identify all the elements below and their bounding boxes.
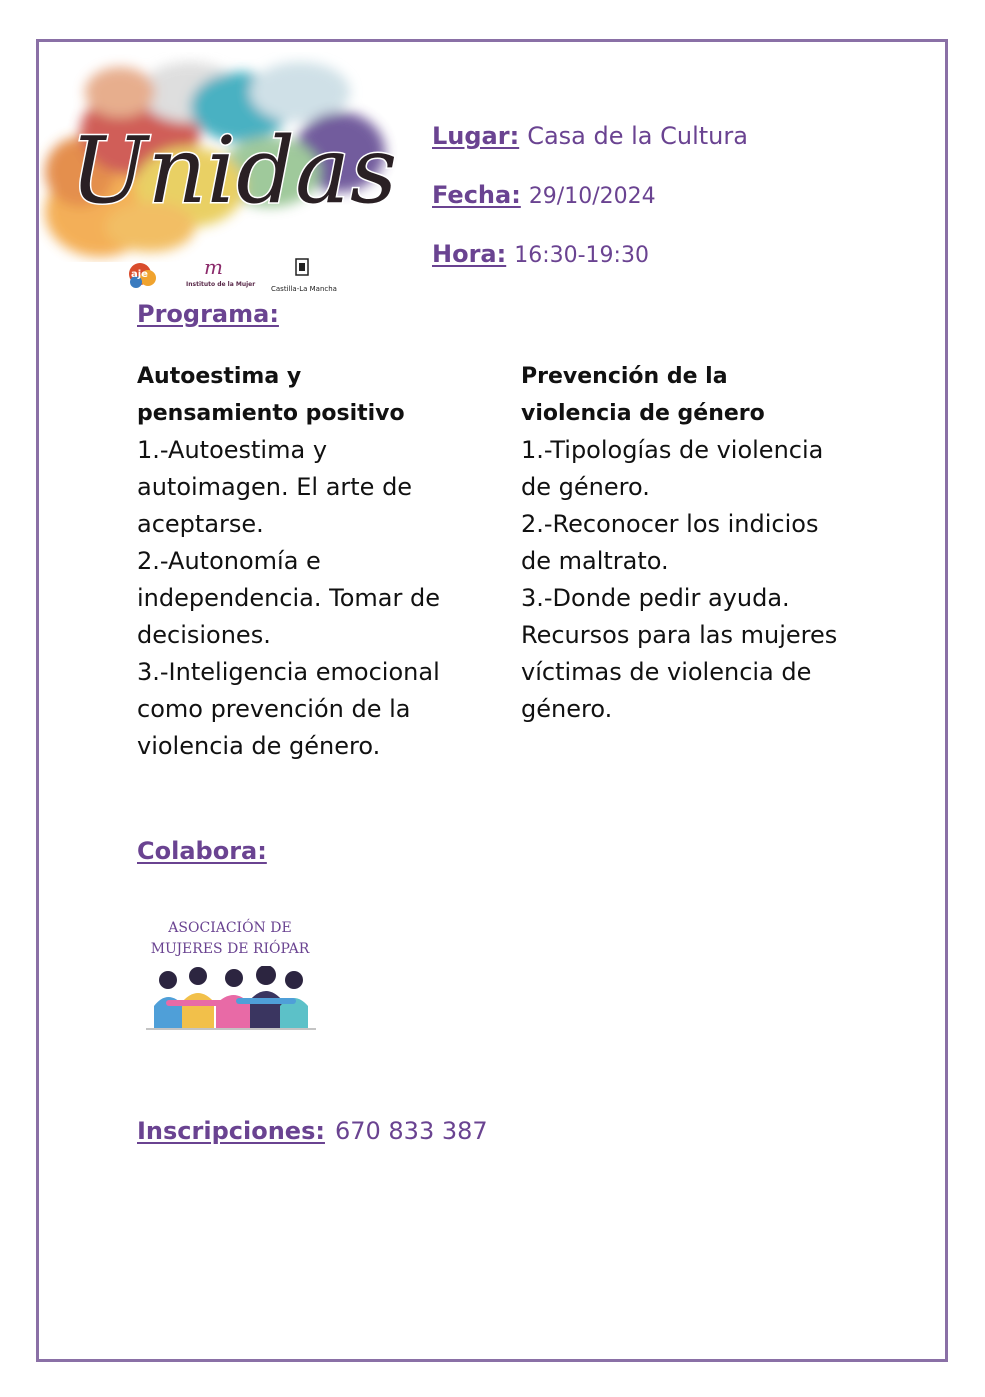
inscripciones-label: Inscripciones:: [137, 1117, 325, 1145]
programa-column-right: [521, 358, 866, 728]
program-line: de maltrato.: [521, 547, 669, 575]
unidas-logo: [40, 52, 400, 262]
fecha-value: 29/10/2024: [528, 184, 656, 209]
program-line: decisiones.: [137, 621, 271, 649]
column-title: violencia de género: [521, 401, 765, 426]
program-line: como prevención de la: [137, 695, 411, 723]
lugar-label: Lugar:: [432, 122, 520, 150]
programa-heading: Programa:: [137, 300, 279, 328]
castilla-la-mancha-logo: [271, 259, 337, 293]
svg-text:Castilla-La Mancha: Castilla-La Mancha: [271, 285, 337, 293]
svg-text:aje: aje: [131, 269, 148, 280]
info-lugar: [432, 122, 748, 150]
svg-text:Instituto de la Mujer: Instituto de la Mujer: [186, 281, 256, 288]
column-title: Autoestima y: [137, 364, 302, 389]
program-line: violencia de género.: [137, 732, 381, 760]
inscripciones-phone: 670 833 387: [334, 1117, 488, 1145]
colabora-heading: Colabora:: [137, 837, 267, 865]
program-line: aceptarse.: [137, 510, 264, 538]
program-line: 3.-Donde pedir ayuda.: [521, 584, 790, 612]
instituto-mujer-logo: [186, 256, 255, 288]
assoc-name: ASOCIACIÓN DE MUJERES DE RIÓPAR: [150, 920, 310, 957]
info-hora: [432, 240, 649, 268]
inscripciones: [137, 1117, 488, 1145]
lugar-value: Casa de la Cultura: [527, 122, 748, 150]
program-line: Recursos para las mujeres: [521, 621, 838, 649]
hora-value: 16:30-19:30: [514, 243, 649, 268]
unidas-logo-text: Unidas: [70, 117, 398, 224]
program-line: 1.-Autoestima y: [137, 436, 328, 464]
program-line: 1.-Tipologías de violencia: [521, 436, 824, 464]
program-line: 3.-Inteligencia emocional: [137, 658, 440, 686]
column-title: pensamiento positivo: [137, 401, 405, 426]
women-group-illustration: [146, 966, 316, 1032]
svg-text:m: m: [204, 256, 223, 279]
info-fecha: [432, 181, 656, 209]
fecha-label: Fecha:: [432, 181, 521, 209]
program-line: autoimagen. El arte de: [137, 473, 413, 501]
program-line: independencia. Tomar de: [137, 584, 440, 612]
sponsor-logos: [126, 256, 346, 296]
program-line: género.: [521, 695, 613, 723]
programa-column-left: [137, 358, 482, 765]
asociacion-mujeres-riopar-logo: [140, 918, 320, 1036]
aje-logo: [129, 263, 156, 288]
column-title: Prevención de la: [521, 364, 728, 389]
program-line: de género.: [521, 473, 650, 501]
program-line: víctimas de violencia de: [521, 658, 812, 686]
program-line: 2.-Autonomía e: [137, 547, 321, 575]
program-line: 2.-Reconocer los indicios: [521, 510, 819, 538]
hora-label: Hora:: [432, 240, 507, 268]
